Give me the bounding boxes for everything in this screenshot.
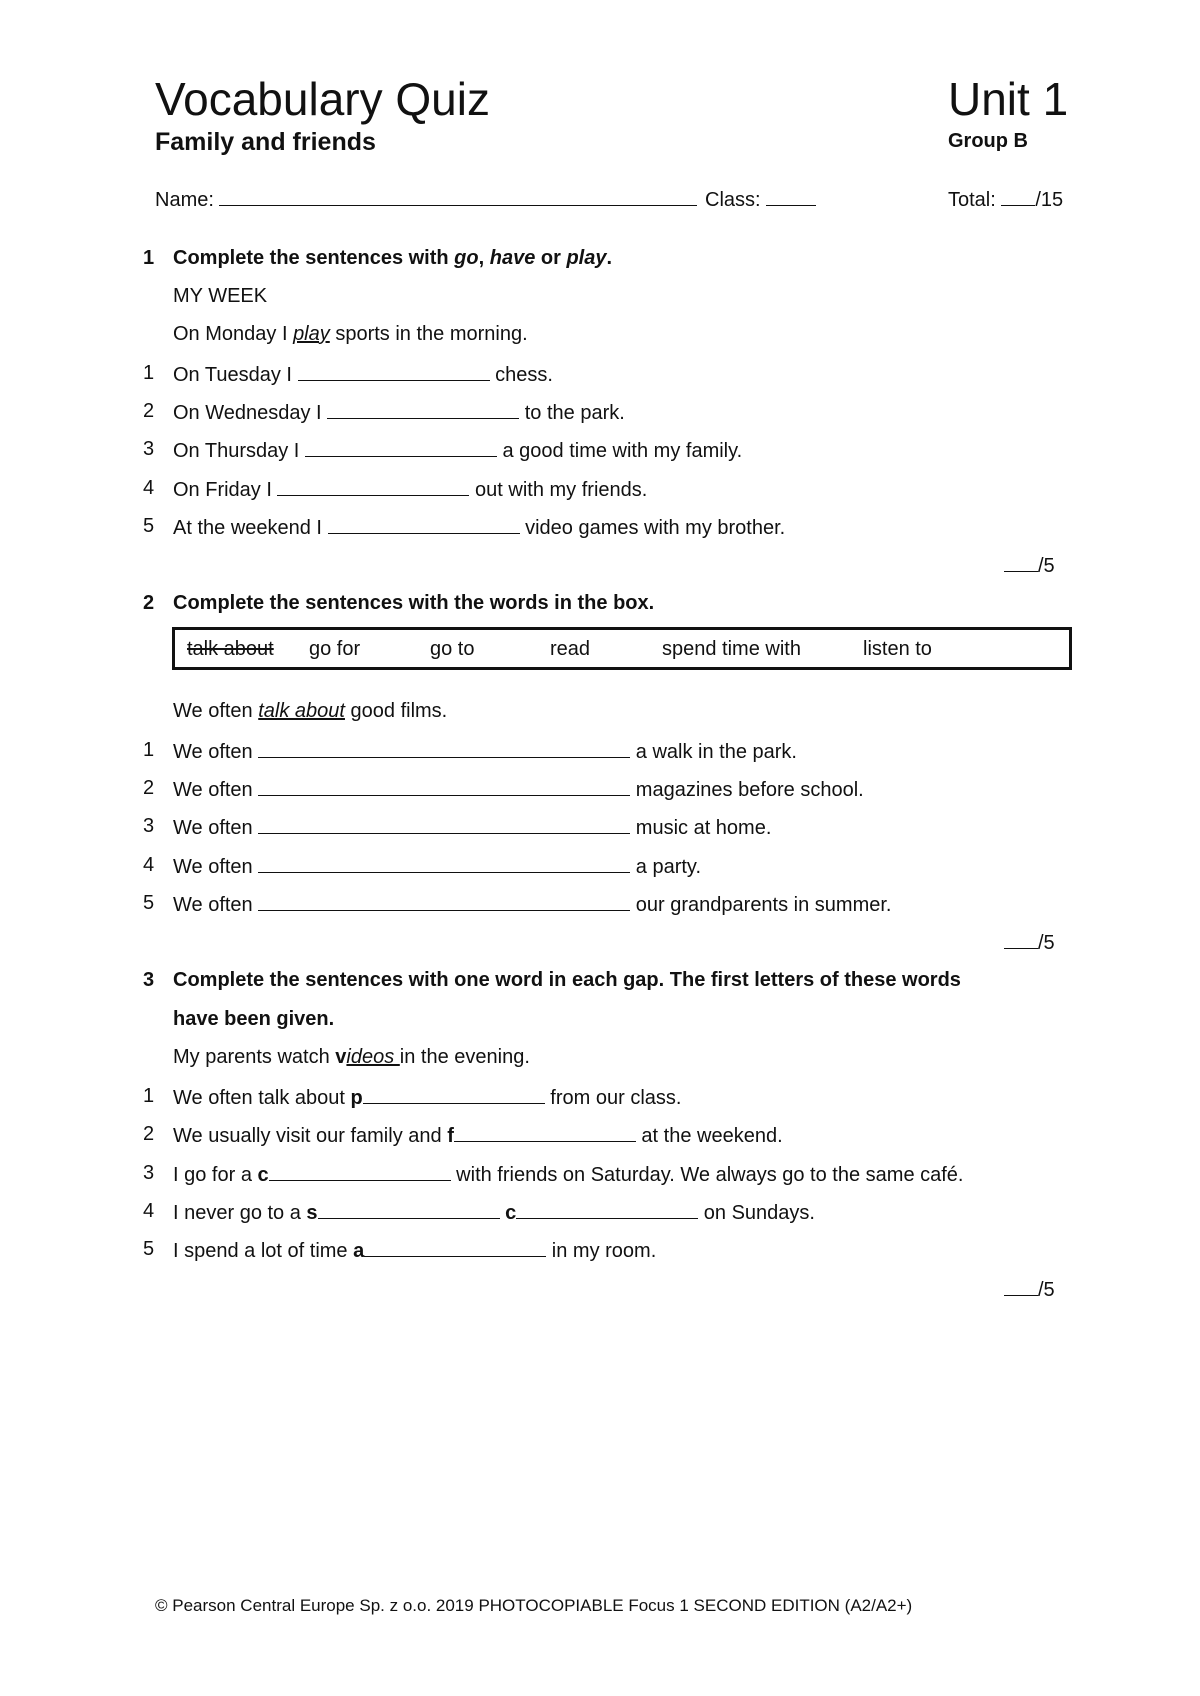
answer-blank[interactable] bbox=[363, 1085, 545, 1104]
score-blank[interactable] bbox=[1004, 553, 1038, 572]
name-field[interactable] bbox=[155, 187, 697, 212]
answer-blank[interactable] bbox=[277, 477, 469, 496]
score-blank[interactable] bbox=[1004, 930, 1038, 949]
word-have: have bbox=[489, 247, 536, 269]
section2-score: /5 bbox=[1004, 930, 1055, 955]
answer-blank[interactable] bbox=[258, 854, 630, 873]
quiz-title: Vocabulary Quiz bbox=[155, 73, 490, 125]
total-label: Total: bbox=[948, 189, 996, 211]
answer-blank[interactable] bbox=[258, 892, 630, 911]
example-answer: ideos bbox=[346, 1046, 400, 1068]
section2-number: 2 bbox=[143, 592, 155, 614]
answer-blank[interactable] bbox=[327, 400, 519, 419]
word-box-item: talk about bbox=[187, 638, 274, 660]
section1-instruction: Complete the sentences with go, have or play. bbox=[173, 247, 613, 269]
section1-subheading: MY WEEK bbox=[173, 285, 268, 307]
answer-blank[interactable] bbox=[454, 1123, 636, 1142]
name-blank[interactable] bbox=[219, 187, 697, 206]
section3-instruction-line2: have been given. bbox=[173, 1008, 335, 1030]
section1-number: 1 bbox=[143, 247, 155, 269]
section3-instruction-line1: Complete the sentences with one word in each gap. The first letters of these words bbox=[173, 969, 961, 991]
total-field bbox=[948, 187, 1063, 212]
total-score: /15 bbox=[1035, 189, 1064, 211]
name-label: Name: bbox=[155, 189, 214, 211]
class-label: Class: bbox=[705, 189, 761, 211]
answer-blank[interactable] bbox=[328, 515, 520, 534]
example-answer: talk about bbox=[258, 700, 345, 722]
class-field[interactable] bbox=[705, 187, 816, 212]
group-label: Group B bbox=[948, 130, 1028, 152]
score-blank[interactable] bbox=[1004, 1277, 1038, 1296]
total-blank[interactable] bbox=[1001, 187, 1035, 206]
answer-blank[interactable] bbox=[516, 1200, 698, 1219]
word-play: play bbox=[566, 247, 607, 269]
section3-example: My parents watch videos in the evening. bbox=[173, 1046, 530, 1068]
example-answer: play bbox=[293, 323, 330, 345]
word-box-item: listen to bbox=[863, 638, 932, 660]
quiz-subtitle: Family and friends bbox=[155, 128, 376, 156]
answer-blank[interactable] bbox=[305, 438, 497, 457]
answer-blank[interactable] bbox=[258, 739, 630, 758]
class-blank[interactable] bbox=[766, 187, 816, 206]
answer-blank[interactable] bbox=[258, 815, 630, 834]
word-go: go bbox=[454, 247, 479, 269]
word-box-item: go for bbox=[309, 638, 361, 660]
section3-score: /5 bbox=[1004, 1277, 1055, 1302]
answer-blank[interactable] bbox=[318, 1200, 500, 1219]
word-box bbox=[172, 627, 1072, 670]
word-box-item: read bbox=[550, 638, 591, 660]
answer-blank[interactable] bbox=[269, 1162, 451, 1181]
answer-blank[interactable] bbox=[298, 362, 490, 381]
section3-number: 3 bbox=[143, 969, 155, 991]
word-box-item: go to bbox=[430, 638, 475, 660]
word-box-item: spend time with bbox=[662, 638, 801, 660]
answer-blank[interactable] bbox=[364, 1238, 546, 1257]
section1-example: On Monday I play sports in the morning. bbox=[173, 323, 528, 345]
section2-instruction: Complete the sentences with the words in the box. bbox=[173, 592, 655, 614]
unit-label: Unit 1 bbox=[948, 73, 1069, 125]
section1-score: /5 bbox=[1004, 553, 1055, 578]
answer-blank[interactable] bbox=[258, 777, 630, 796]
section2-example: We often talk about good films. bbox=[173, 700, 448, 722]
footer-copyright: © Pearson Central Europe Sp. z o.o. 2019 PHOTOCOPIABLE Focus 1 SECOND EDITION (A2/A2+) bbox=[155, 1596, 913, 1615]
